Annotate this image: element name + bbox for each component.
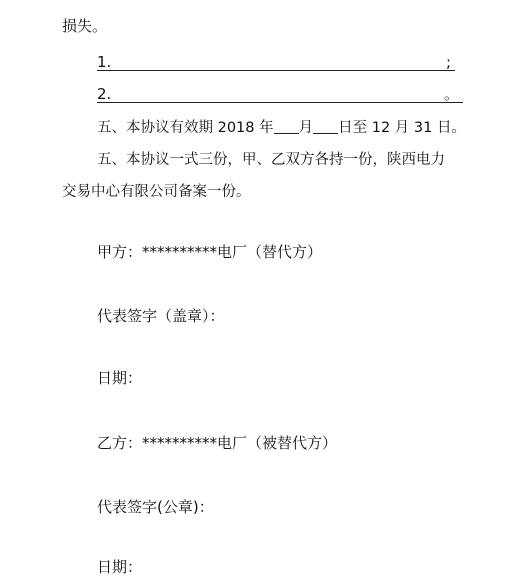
party-b-date-label: 日期： [97,558,143,576]
party-a-signature-label: 代表签字（盖章）： [97,307,225,325]
party-a: 甲方：**********电厂（替代方） [97,243,323,261]
list-item-number: 1. [97,53,112,71]
copies-clause-line-2: 交易中心有限公司备案一份。 [62,184,251,200]
term-prefix: 五、本协议有效期 2018 年 [97,120,274,136]
list-item-number: 2. [97,85,112,103]
party-a-date-label: 日期： [97,369,143,387]
list-item-end-mark: 。 [443,85,459,103]
copies-clause-line-1: 五、本协议一式三份，甲、乙双方各持一份，陕西电力 [97,152,445,168]
day-suffix: 日至 12 月 31 日。 [338,120,466,136]
fill-in-line [97,102,463,103]
month-blank [274,117,299,134]
list-item-1 [97,52,455,72]
month-suffix: 月 [298,120,314,136]
list-item-2 [97,84,463,104]
fill-in-line [97,70,455,71]
agreement-term [97,117,466,138]
day-blank [313,117,338,134]
party-b: 乙方：**********电厂（被替代方） [97,434,338,452]
loss-text: 损失。 [62,17,108,35]
party-b-signature-label: 代表签字(公章)： [97,498,214,516]
list-item-end-mark: ; [445,53,451,71]
